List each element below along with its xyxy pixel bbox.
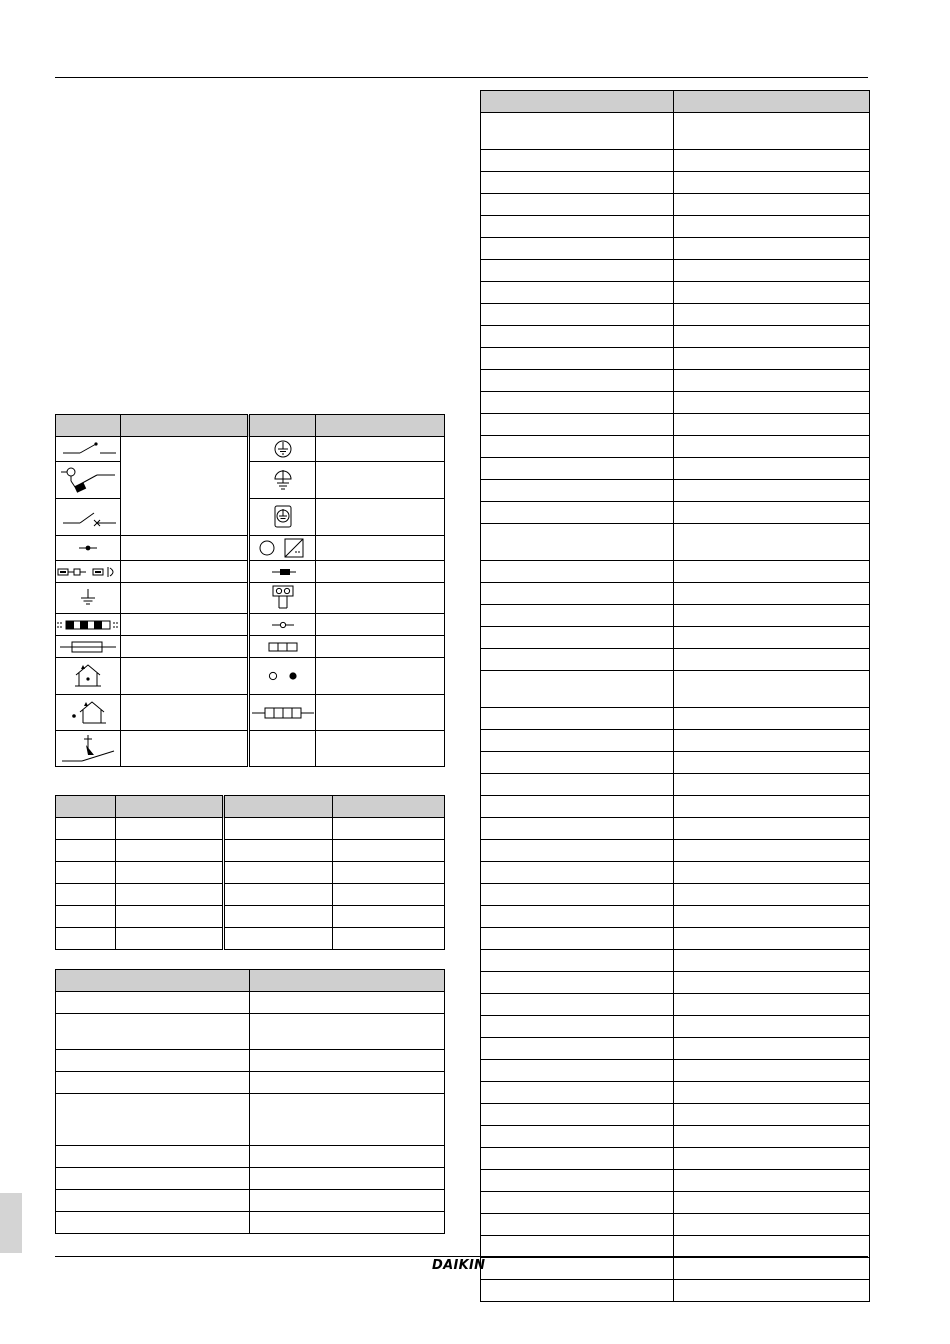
table-row [56, 906, 445, 928]
table-cell [674, 1280, 870, 1302]
table-row [481, 216, 870, 238]
table-cell [250, 1212, 445, 1234]
table-row [481, 326, 870, 348]
table-cell [481, 1214, 674, 1236]
table-row [481, 752, 870, 774]
symbol-description [121, 437, 249, 536]
indoor-unit-icon [56, 658, 121, 695]
table-cell [56, 818, 116, 840]
symbol-description [316, 499, 445, 536]
table-cell [674, 1038, 870, 1060]
table-cell [481, 502, 674, 524]
table-cell [674, 1082, 870, 1104]
table-cell [481, 1236, 674, 1258]
table-row [481, 414, 870, 436]
table-row [481, 605, 870, 627]
table-cell [333, 884, 445, 906]
table-row [56, 1168, 445, 1190]
table-row [56, 536, 445, 561]
table-cell [116, 906, 224, 928]
symbol-description [316, 636, 445, 658]
table-cell [481, 480, 674, 502]
column-header [56, 796, 116, 818]
symbol-description [316, 658, 445, 695]
table-cell [674, 583, 870, 605]
table-cell [250, 1014, 445, 1050]
table-cell [481, 1280, 674, 1302]
table-row [56, 840, 445, 862]
table-cell [481, 282, 674, 304]
table-cell [481, 561, 674, 583]
table-cell [481, 1170, 674, 1192]
table-cell [333, 818, 445, 840]
noiseless-earth-icon [249, 462, 316, 499]
empty-symbol-cell [249, 731, 316, 767]
chapter-side-tab [0, 1193, 22, 1253]
table-cell [674, 1060, 870, 1082]
table-cell [674, 561, 870, 583]
table-cell [481, 172, 674, 194]
table-row [481, 304, 870, 326]
column-header [116, 796, 224, 818]
table-row [481, 1258, 870, 1280]
table-cell [674, 840, 870, 862]
symbol-description [316, 614, 445, 636]
table-cell [674, 216, 870, 238]
symbol-description [121, 695, 249, 731]
table-cell [481, 583, 674, 605]
table-row [56, 499, 445, 536]
table-row [56, 695, 445, 731]
table-row [481, 840, 870, 862]
table-row [481, 113, 870, 150]
table-cell [56, 840, 116, 862]
table-row [481, 194, 870, 216]
table-cell [674, 627, 870, 649]
table-cell [674, 260, 870, 282]
table-cell [674, 348, 870, 370]
table-row [481, 950, 870, 972]
breaker-trip-icon [56, 499, 121, 536]
table-cell [674, 1258, 870, 1280]
column-header [121, 415, 249, 437]
table-cell [674, 502, 870, 524]
table-row [481, 561, 870, 583]
table-row [56, 658, 445, 695]
table-row [481, 480, 870, 502]
table-cell [481, 1148, 674, 1170]
column-header [56, 970, 250, 992]
symbol-description [316, 695, 445, 731]
table-row [56, 614, 445, 636]
table-cell [674, 370, 870, 392]
table-cell [674, 1104, 870, 1126]
breaker-with-handle-icon [56, 462, 121, 499]
table-cell [333, 906, 445, 928]
table-row [481, 150, 870, 172]
table-row [481, 1148, 870, 1170]
table-cell [481, 238, 674, 260]
table-cell [56, 1072, 250, 1094]
symbol-description [121, 561, 249, 583]
table-cell [674, 972, 870, 994]
table-cell [481, 458, 674, 480]
table-row [481, 1280, 870, 1302]
table-row [481, 370, 870, 392]
table-cell [674, 1192, 870, 1214]
symbol-description [121, 614, 249, 636]
table-row [481, 627, 870, 649]
table-cell [674, 238, 870, 260]
table-cell [250, 1072, 445, 1094]
symbol-description [316, 437, 445, 462]
table-cell [674, 774, 870, 796]
table-cell [250, 1094, 445, 1146]
table-cell [674, 950, 870, 972]
table-row [481, 862, 870, 884]
table-cell [674, 1126, 870, 1148]
table-row [481, 524, 870, 561]
table-row [56, 1072, 445, 1094]
table-cell [481, 260, 674, 282]
table-cell [116, 818, 224, 840]
table-cell [481, 392, 674, 414]
table-row [56, 862, 445, 884]
table-row [481, 730, 870, 752]
symbol-description [121, 536, 249, 561]
symbol-description [316, 462, 445, 499]
table-cell [116, 884, 224, 906]
table-cell [481, 730, 674, 752]
terminal-block-icon [249, 695, 316, 731]
table-cell [481, 708, 674, 730]
table-cell [56, 1168, 250, 1190]
fuse-icon [56, 636, 121, 658]
table-cell [333, 840, 445, 862]
table-cell [674, 649, 870, 671]
symbol-description [316, 536, 445, 561]
column-header [333, 796, 445, 818]
table-cell [116, 840, 224, 862]
table-cell [481, 524, 674, 561]
table-cell [481, 1258, 674, 1280]
table-header-row [56, 970, 445, 992]
symbol-description [316, 561, 445, 583]
table-row [481, 796, 870, 818]
table-cell [56, 1014, 250, 1050]
table-cell [56, 1094, 250, 1146]
symbol-description [121, 636, 249, 658]
header-rule [55, 77, 868, 78]
table-cell [481, 649, 674, 671]
table-row [56, 1094, 445, 1146]
table-row [481, 1170, 870, 1192]
table-cell [116, 862, 224, 884]
table-cell [674, 326, 870, 348]
table-cell [481, 1126, 674, 1148]
table-row [481, 884, 870, 906]
table-cell [674, 884, 870, 906]
table-row [481, 1104, 870, 1126]
table-row [481, 1016, 870, 1038]
table-cell [674, 282, 870, 304]
table-row [56, 583, 445, 614]
table-row [481, 1082, 870, 1104]
footer-rule [55, 1256, 868, 1257]
table-row [481, 818, 870, 840]
table-cell [481, 1060, 674, 1082]
table-row [481, 928, 870, 950]
table-header-row [56, 796, 445, 818]
table-row [481, 458, 870, 480]
table-cell [481, 671, 674, 708]
column-header [249, 415, 316, 437]
table-cell [481, 436, 674, 458]
table-cell [333, 862, 445, 884]
table-cell [481, 1082, 674, 1104]
symbol-description [316, 583, 445, 614]
table-cell [224, 884, 333, 906]
table-row [481, 282, 870, 304]
table-cell [481, 1192, 674, 1214]
table-cell [224, 840, 333, 862]
table-cell [674, 818, 870, 840]
table-cell [250, 1050, 445, 1072]
wire-clamp-icon [249, 614, 316, 636]
color-table-body [56, 818, 445, 950]
terminal-pair-icon [249, 583, 316, 614]
table-cell [481, 113, 674, 150]
table-cell [481, 972, 674, 994]
table-cell [56, 928, 116, 950]
ferrite-core-icon [56, 614, 121, 636]
table-cell [674, 524, 870, 561]
connection-dot-icon [56, 536, 121, 561]
indicator-circle-icon [249, 536, 316, 561]
table-header-row [56, 415, 445, 437]
open-closed-dot-icon [249, 658, 316, 695]
table-cell [674, 304, 870, 326]
table-cell [674, 928, 870, 950]
table-cell [674, 752, 870, 774]
table-row [56, 992, 445, 1014]
table-row [481, 906, 870, 928]
color-table [55, 795, 445, 950]
table-cell [481, 150, 674, 172]
table-cell [674, 436, 870, 458]
table-row [481, 972, 870, 994]
table-cell [674, 994, 870, 1016]
table-cell [481, 194, 674, 216]
table-row [481, 1214, 870, 1236]
table-cell [481, 627, 674, 649]
table-cell [56, 992, 250, 1014]
table-cell [250, 1168, 445, 1190]
table-row [56, 462, 445, 499]
table-cell [481, 348, 674, 370]
table-cell [674, 1148, 870, 1170]
table-cell [56, 1146, 250, 1168]
legend-large-body [481, 113, 870, 1302]
table-cell [674, 414, 870, 436]
table-row [56, 884, 445, 906]
table-cell [674, 1170, 870, 1192]
column-header [481, 91, 674, 113]
table-cell [481, 216, 674, 238]
table-cell [674, 605, 870, 627]
table-cell [674, 862, 870, 884]
terminal-strip-icon [249, 636, 316, 658]
table-cell [224, 906, 333, 928]
table-row [56, 1212, 445, 1234]
table-header-row [481, 91, 870, 113]
symbol-description [316, 731, 445, 767]
table-cell [674, 480, 870, 502]
table-cell [250, 992, 445, 1014]
table-cell [481, 950, 674, 972]
table-row [56, 818, 445, 840]
table-row [56, 437, 445, 462]
table-row [481, 671, 870, 708]
table-row [56, 1014, 445, 1050]
table-cell [481, 752, 674, 774]
table-row [481, 502, 870, 524]
table-cell [56, 1212, 250, 1234]
table-cell [674, 392, 870, 414]
column-header [224, 796, 333, 818]
table-cell [481, 862, 674, 884]
table-row [481, 260, 870, 282]
table-cell [481, 605, 674, 627]
table-row [481, 1060, 870, 1082]
table-row [481, 708, 870, 730]
table-row [56, 561, 445, 583]
legend-table-small [55, 969, 445, 1234]
earth-screw-icon [249, 499, 316, 536]
table-cell [674, 1016, 870, 1038]
table-cell [481, 326, 674, 348]
table-cell [56, 884, 116, 906]
column-header [250, 970, 445, 992]
table-cell [116, 928, 224, 950]
table-row [56, 1050, 445, 1072]
table-cell [674, 906, 870, 928]
table-cell [674, 730, 870, 752]
column-header [316, 415, 445, 437]
breaker-switch-icon [56, 437, 121, 462]
table-cell [481, 818, 674, 840]
table-cell [481, 370, 674, 392]
table-cell [674, 113, 870, 150]
table-cell [481, 1016, 674, 1038]
table-cell [224, 818, 333, 840]
table-cell [481, 796, 674, 818]
daikin-logo: DAIKIN [432, 1258, 486, 1273]
table-row [481, 1192, 870, 1214]
table-row [481, 436, 870, 458]
table-cell [333, 928, 445, 950]
protective-earth-icon [249, 437, 316, 462]
table-cell [250, 1190, 445, 1212]
connector-icon [56, 561, 121, 583]
symbol-description [121, 583, 249, 614]
table-row [481, 994, 870, 1016]
table-cell [674, 1236, 870, 1258]
column-header [56, 415, 121, 437]
table-cell [674, 172, 870, 194]
table-cell [674, 1214, 870, 1236]
table-row [56, 1190, 445, 1212]
legend-small-body [56, 992, 445, 1234]
table-cell [481, 884, 674, 906]
table-cell [56, 1050, 250, 1072]
table-cell [56, 1190, 250, 1212]
table-row [481, 649, 870, 671]
table-row [481, 583, 870, 605]
ground-fault-icon [56, 731, 121, 767]
table-cell [481, 906, 674, 928]
table-row [481, 392, 870, 414]
table-row [481, 1038, 870, 1060]
table-row [481, 774, 870, 796]
table-cell [674, 671, 870, 708]
table-row [481, 238, 870, 260]
table-cell [481, 1104, 674, 1126]
table-row [56, 928, 445, 950]
table-row [56, 731, 445, 767]
table-row [481, 1236, 870, 1258]
table-cell [224, 862, 333, 884]
table-cell [481, 994, 674, 1016]
symbol-description [121, 658, 249, 695]
table-cell [481, 304, 674, 326]
relay-connector-icon [249, 561, 316, 583]
column-header [674, 91, 870, 113]
table-cell [674, 194, 870, 216]
table-cell [250, 1146, 445, 1168]
outdoor-unit-icon [56, 695, 121, 731]
table-cell [56, 906, 116, 928]
table-cell [481, 840, 674, 862]
table-cell [674, 150, 870, 172]
table-row [481, 172, 870, 194]
table-row [481, 348, 870, 370]
table-cell [224, 928, 333, 950]
table-row [56, 636, 445, 658]
table-cell [481, 414, 674, 436]
table-cell [481, 1038, 674, 1060]
table-row [481, 1126, 870, 1148]
table-cell [674, 796, 870, 818]
table-cell [674, 708, 870, 730]
table-cell [481, 774, 674, 796]
symbols-table [55, 414, 445, 767]
legend-table-large [480, 90, 870, 1302]
table-cell [56, 862, 116, 884]
table-row [56, 1146, 445, 1168]
earth-icon [56, 583, 121, 614]
table-cell [481, 928, 674, 950]
symbol-description [121, 731, 249, 767]
table-cell [674, 458, 870, 480]
